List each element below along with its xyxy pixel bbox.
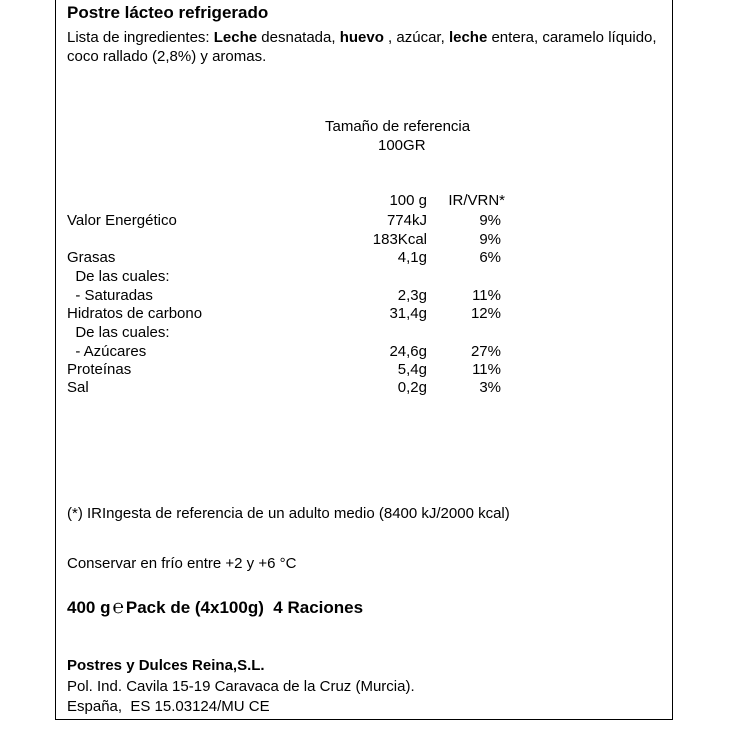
ingredient-part: Leche <box>213 29 258 46</box>
reference-size-label: Tamaño de referencia <box>325 118 471 135</box>
nutrition-row <box>67 249 537 268</box>
ingredients-list <box>67 28 657 66</box>
nutrition-row <box>67 361 537 380</box>
company-registration: España, ES 15.03124/MU CE <box>67 698 270 715</box>
nutrient-pct: 11% <box>472 361 501 378</box>
product-title: Postre lácteo refrigerado <box>67 3 269 22</box>
nutrient-value: 2,3g <box>397 287 427 304</box>
storage-instructions: Conservar en frío entre +2 y +6 °C <box>67 555 297 572</box>
nutrition-row <box>67 343 537 362</box>
nutrition-header <box>67 192 537 211</box>
nutrient-value: 774kJ <box>386 212 427 229</box>
nutrient-label: Valor Energético <box>67 212 177 229</box>
nutrition-row <box>67 231 537 250</box>
net-weight: 400 g <box>67 598 111 617</box>
nutrient-value: 24,6g <box>389 343 427 360</box>
nutrient-value: 31,4g <box>389 305 427 322</box>
nutrient-value: 5,4g <box>397 361 427 378</box>
nutrient-pct: 12% <box>470 305 501 322</box>
nutrition-row <box>67 324 537 343</box>
nutrient-label: Sal <box>67 379 89 396</box>
nutrient-label: De las cuales: <box>67 324 170 341</box>
nutrient-pct: 3% <box>479 379 501 396</box>
ingredient-part: leche <box>448 29 488 46</box>
nutrient-pct: 27% <box>470 343 501 360</box>
ingredients-prefix: Lista de ingredientes: <box>67 29 214 46</box>
pack-description: Pack de (4x100g) 4 Raciones <box>125 598 364 617</box>
nutrition-row <box>67 287 537 306</box>
nutrient-pct: 9% <box>479 212 501 229</box>
nutrient-value: 0,2g <box>397 379 427 396</box>
nutrition-row <box>67 305 537 324</box>
ingredient-part: huevo <box>339 29 384 46</box>
nutrient-label: - Azúcares <box>67 343 147 360</box>
pack-info <box>67 597 363 619</box>
company-name: Postres y Dulces Reina,S.L. <box>67 657 265 674</box>
nutrition-row <box>67 268 537 287</box>
reference-size-value: 100GR <box>378 137 426 154</box>
nutrient-value: 183Kcal <box>372 231 427 248</box>
company-address: Pol. Ind. Cavila 15-19 Caravaca de la Cruz (Murcia). <box>67 678 415 695</box>
ingredient-part: desnatada, <box>257 29 340 46</box>
nutrient-label: Proteínas <box>67 361 132 378</box>
nutrient-value: 4,1g <box>397 249 427 266</box>
header-per-100g: 100 g <box>389 192 427 209</box>
nutrient-label: Hidratos de carbono <box>67 305 203 322</box>
nutrient-pct: 9% <box>479 231 501 248</box>
nutrient-pct: 11% <box>472 287 501 304</box>
nutrition-row <box>67 212 537 231</box>
nutrient-label: De las cuales: <box>67 268 170 285</box>
nutrient-label: Grasas <box>67 249 116 266</box>
header-ir-vrn: IR/VRN* <box>448 192 505 209</box>
ingredient-part: entera, caramelo líquido, coco rallado (2,8%) y aromas. <box>67 29 657 65</box>
nutrition-row <box>67 379 537 398</box>
reference-intake-note: (*) IRIngesta de referencia de un adulto medio (8400 kJ/2000 kcal) <box>67 505 510 522</box>
nutrient-pct: 6% <box>479 249 501 266</box>
estimated-sign-icon: ℮ <box>112 597 124 618</box>
ingredient-part: , azúcar, <box>383 29 449 46</box>
nutrient-label: - Saturadas <box>67 287 153 304</box>
